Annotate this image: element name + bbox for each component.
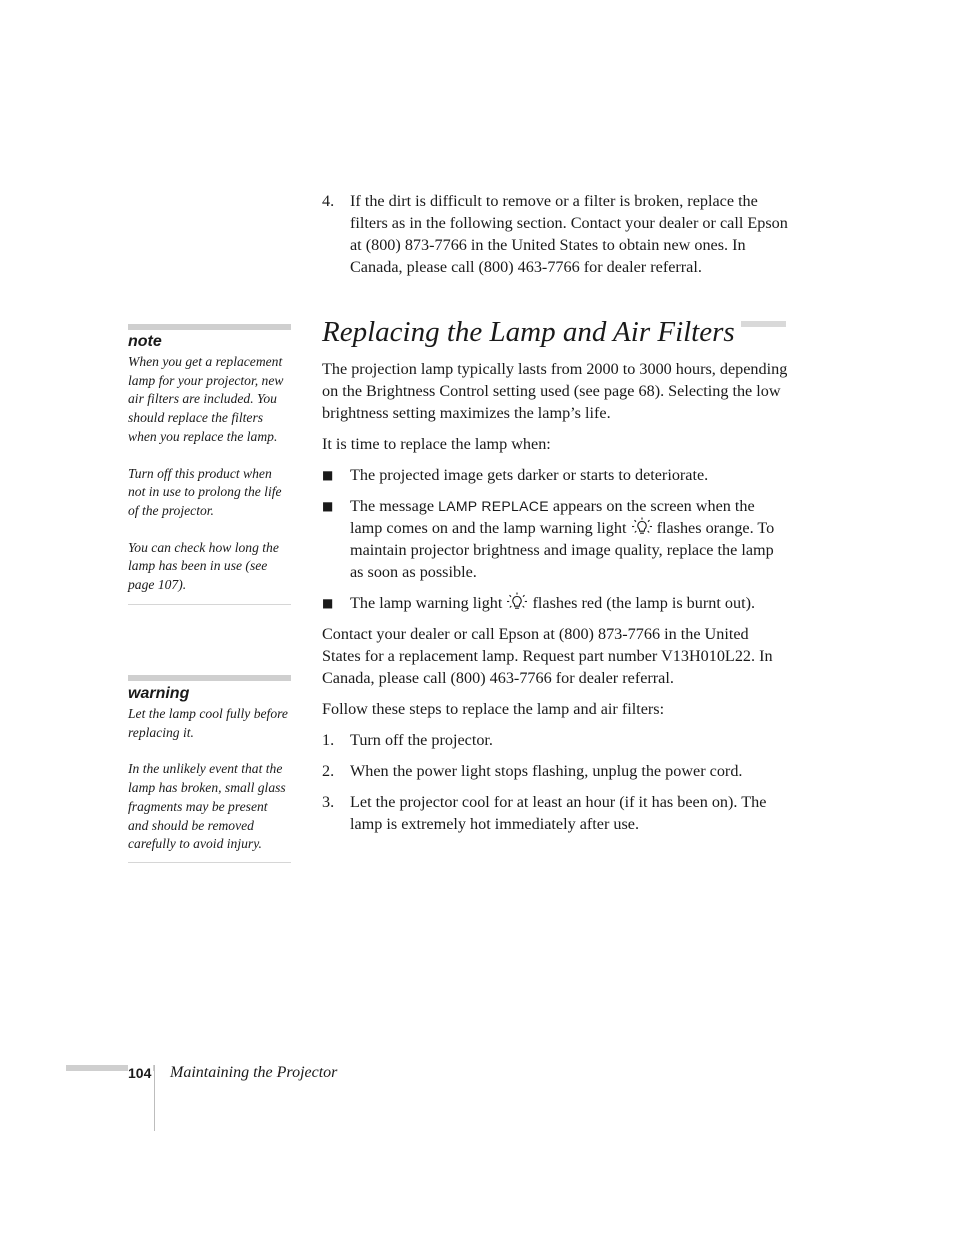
bullet-square-icon: ■ <box>322 499 334 513</box>
bullet-square-icon: ■ <box>322 468 334 482</box>
follow-paragraph: Follow these steps to replace the lamp and air filters: <box>322 700 665 718</box>
note-paragraph: Turn off this product when not in use to prolong the life of the projector. <box>128 465 282 518</box>
intro-paragraph: The projection lamp typically lasts from 2000 to 3000 hours, depending on the Brightness Control setting used (see page 68). Selecting the low brightness setting maximizes the lamp’s life. <box>322 360 788 422</box>
footer-divider <box>154 1065 155 1131</box>
lamp-replace-message: LAMP REPLACE <box>438 498 549 514</box>
list-item <box>322 190 788 278</box>
step-text: Let the projector cool for at least an hour (if it has been on). The lamp is extremely hot immediately after use. <box>350 793 767 833</box>
warning-box <box>128 675 291 863</box>
lamp-warning-icon <box>631 517 653 537</box>
list-item <box>322 729 788 751</box>
step-text: If the dirt is difficult to remove or a filter is broken, replace the filters as in the following section. Contact your dealer or call Epson at (800) 873-7766 in the United States to obtain new ones. In Canada, please call (800) 463-7766 for dealer referral. <box>350 192 788 276</box>
bullet-square-icon: ■ <box>322 596 334 610</box>
bullet-text-middle: appears on the screen when the lamp comes on and the lamp warning light <box>350 497 755 537</box>
list-item <box>322 791 788 835</box>
warning-body <box>128 705 291 854</box>
note-rule <box>128 604 291 605</box>
note-body <box>128 353 291 595</box>
top-step <box>322 190 788 278</box>
bullet-text-before: The lamp warning light <box>350 594 507 612</box>
step-number: 2. <box>322 762 335 780</box>
list-item <box>322 760 788 782</box>
step-text: When the power light stops flashing, unplug the power cord. <box>350 762 743 780</box>
warning-bar <box>128 675 291 681</box>
chapter-title: Maintaining the Projector <box>170 1064 338 1081</box>
list-item <box>322 495 788 583</box>
warning-paragraph: Let the lamp cool fully before replacing it. <box>128 706 288 740</box>
bullet-text-after: flashes orange. To maintain projector brightness and image quality, replace the lamp as soon as possible. <box>350 519 775 581</box>
step-number: 1. <box>322 731 335 749</box>
section-title: Replacing the Lamp and Air Filters <box>322 310 741 354</box>
note-bar <box>128 324 291 330</box>
bullet-text-after: flashes red (the lamp is burnt out). <box>528 594 756 612</box>
list-item <box>322 464 788 486</box>
note-paragraph: When you get a replacement lamp for your projector, new air filters are included. You should replace the filters when you replace the lamp. <box>128 354 284 444</box>
step-text: Turn off the projector. <box>350 731 493 749</box>
bullet-text-before: The message <box>350 497 439 515</box>
note-paragraph: You can check how long the lamp has been in use (see page 107). <box>128 539 279 593</box>
step-number: 3. <box>322 793 335 811</box>
list-item <box>322 592 788 614</box>
warning-heading: warning <box>128 685 190 702</box>
section-body <box>322 358 788 835</box>
step-number: 4. <box>322 192 335 210</box>
when-paragraph: It is time to replace the lamp when: <box>322 435 551 453</box>
warning-rule <box>128 862 291 863</box>
contact-paragraph: Contact your dealer or call Epson at (800) 873-7766 in the United States for a replacement lamp. Request part number V13H010L22. In Canada, please call (800) 463-7766 for dealer referral. <box>322 625 773 687</box>
note-heading: note <box>128 333 162 350</box>
bullet-text: The projected image gets darker or starts to deteriorate. <box>350 466 709 484</box>
note-box <box>128 324 291 605</box>
warning-paragraph: In the unlikely event that the lamp has broken, small glass fragments may be present and should be removed carefully to avoid injury. <box>128 761 286 852</box>
lamp-warning-icon <box>506 592 528 612</box>
page-number: 104 <box>128 1065 152 1081</box>
